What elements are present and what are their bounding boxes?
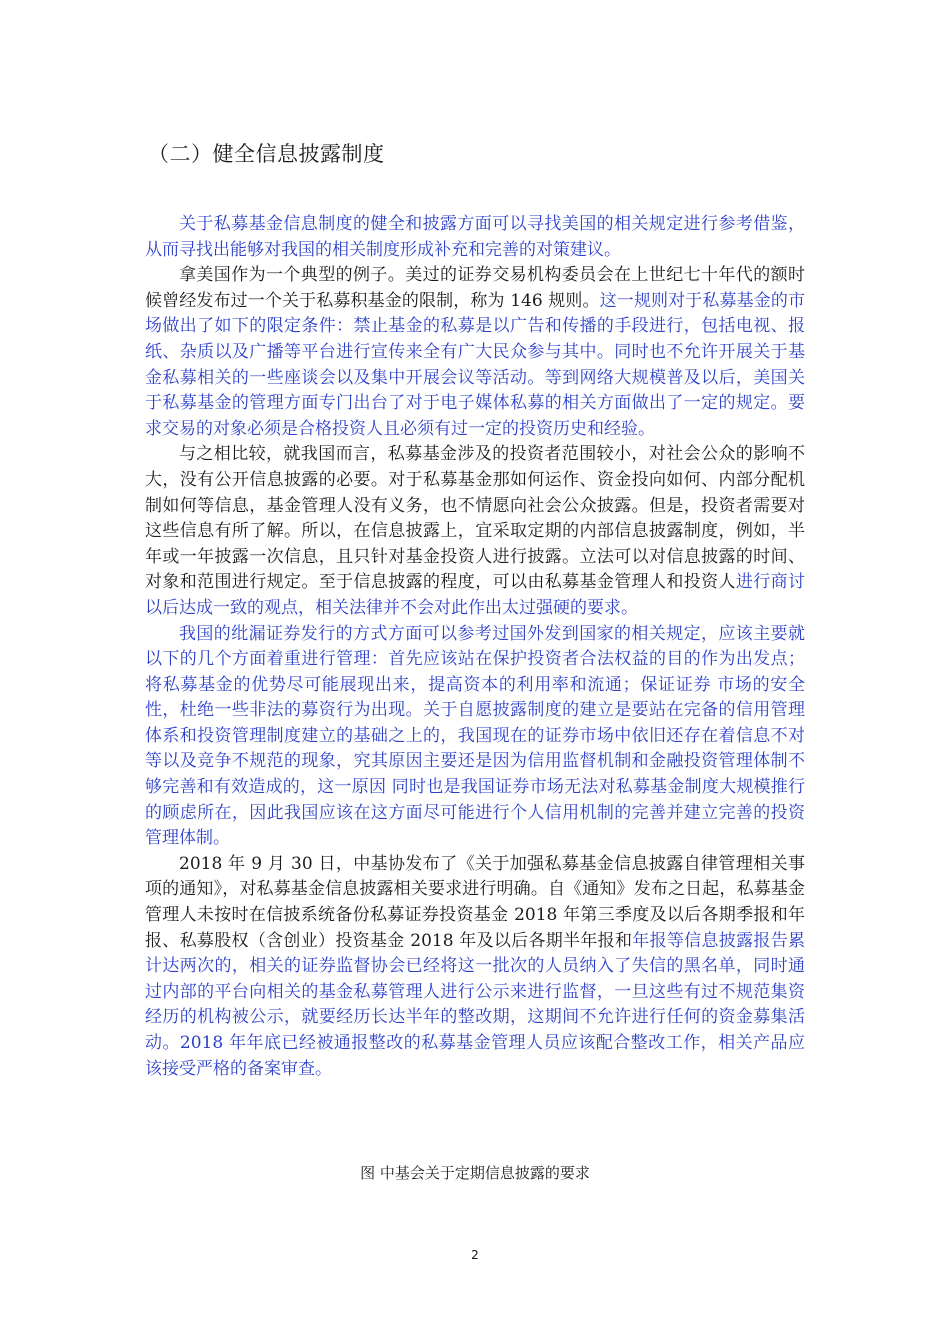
paragraph-3-segment-1: 与之相比较，就我国而言，私募基金涉及的投资者范围较小，对社会公众的影响不大，没有公开信息披露的必要。对于私募基金那如何运作、资金投向如何、内部分配机制如何等信息，基金管理人没有义务，也不情愿向社会公众披露。但是，投资者需要对这些信息有所了解。所以，在信息披露上，宜采取定期的内部信息披露制度，例如，半年或一年披露一次信息，且只针对基金投资人进行披露。立法可以对信息披露的时间、对象和范围进行规定。至于信息披露的程度，可以由私募基金管理人和投资人 — [145, 444, 805, 593]
paragraph-5-segment-1: 2018 年 9 月 30 日，中基协发布了《关于加强私募基金信息披露自律管理相关事项的通知》，对私募基金信息披露相关要求进行明确。自《通知》发布之日起，私募基金管理人未按时在信披系统备份私募证券投资基金 2018 年第三季度及以后各期季报和年报、私募股权（含创业）投资基金 2018 年及以后各期半年报和 — [145, 853, 805, 951]
section-heading: （二）健全信息披露制度 — [148, 142, 385, 166]
body-text — [145, 212, 805, 1082]
figure-caption: 图 中基会关于定期信息披露的要求 — [360, 1164, 590, 1182]
paragraph-2-segment-1: 拿美国作为一个典型的例子。美过的证券交易机构委员会在上世纪七十年代的额时候曾经发布过一个关于私募积基金的限制，称为 146 规则。 — [145, 265, 805, 311]
paragraph-3 — [145, 442, 805, 621]
paragraph-5 — [145, 852, 805, 1082]
paragraph-4-segment-1: 我国的纰漏证券发行的方式方面可以参考过国外发到国家的相关规定，应该主要就以下的几个方面着重进行管理：首先应该站在保护投资者合法权益的目的作为出发点；将私募基金的优势尽可能展现出来，提高资本的利用率和流通；保证证券 市场的安全性，杜绝一些非法的募资行为出现。关于自愿披露制度的建立是要站在完备的信用管理体系和投资管理制度建立的基础之上的，我国现在的证券市场中依旧还存在着信息不对等以及竞争不规范的现象，究其原因主要还是因为信用监督机制和金融投资管理体制不够完善和有效造成的，这一原因 同时也是我国证券市场无法对私募基金制度大规模推行的顾虑所在，因此我国应该在这方面尽可能进行个人信用机制的完善并建立完善的投资管理体制。 — [145, 623, 805, 849]
paragraph-3-segment-2: 进行商讨以后达成一致的观点，相关法律并不会对此作出太过强硬的要求。 — [145, 572, 806, 618]
page-number: 2 — [471, 1248, 479, 1262]
paragraph-4 — [145, 622, 805, 852]
paragraph-2-segment-2: 这一规则对于私募基金的市场做出了如下的限定条件：禁止基金的私募是以广告和传播的手段进行，包括电视、报纸、杂质以及广播等平台进行宣传来全有广大民众参与其中。同时也不允许开展关于基金私募相关的一些座谈会以及集中开展会议等活动。等到网络大规模普及以后，美国关于私募基金的管理方面专门出台了对于电子媒体私募的相关方面做出了一定的规定。要求交易的对象必须是合格投资人且必须有过一定的投资历史和经验。 — [145, 290, 806, 439]
paragraph-5-segment-2: 年报等信息披露报告累计达两次的，相关的证券监督协会已经将这一批次的人员纳入了失信的黑名单，同时通过内部的平台向相关的基金私募管理人进行公示来进行监督，一旦这些有过不规范集资经历的机构被公示，就要经历长达半年的整改期，这期间不允许进行任何的资金募集活动。2018 年年底已经被通报整改的私募基金管理人员应该配合整改工作，相关产品应该接受严格的备案审查。 — [145, 930, 805, 1079]
paragraph-2 — [145, 263, 805, 442]
paragraph-1 — [145, 212, 805, 263]
paragraph-1-segment-1: 关于私募基金信息制度的健全和披露方面可以寻找美国的相关规定进行参考借鉴，从而寻找出能够对我国的相关制度形成补充和完善的对策建议。 — [145, 214, 805, 260]
